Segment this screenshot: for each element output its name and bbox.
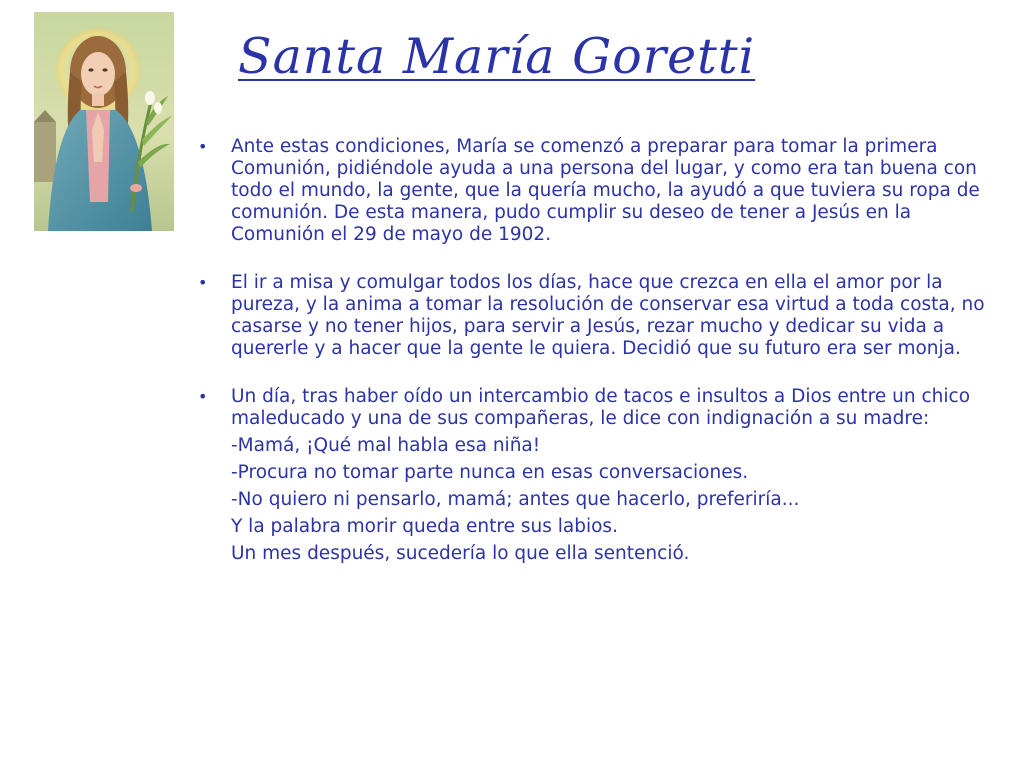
dialogue-line: Y la palabra morir queda entre sus labios. [231, 516, 618, 537]
slide-body [198, 136, 990, 565]
bullet-item [198, 136, 990, 246]
slide-title: Santa María Goretti [238, 28, 756, 85]
bullet-marker: • [198, 273, 208, 292]
bullet-item [198, 272, 990, 360]
bullet-text: Un día, tras haber oído un intercambio de tacos e insultos a Dios entre un chico maleducado y una de sus compañeras, le dice con indignación a su madre: [231, 386, 971, 429]
dialogue-line: -No quiero ni pensarlo, mamá; antes que hacerlo, preferiría... [231, 489, 800, 510]
bullet-text: El ir a misa y comulgar todos los días, hace que crezca en ella el amor por la pureza, y la anima a tomar la resolución de conservar esa virtud a toda costa, no casarse y no tener hijos, para servir a Jesús, rezar mucho y dedicar su vida a quererle y a hacer que la gente le quiera. Decidió que su futuro era ser monja. [231, 272, 985, 359]
dialogue-line: Un mes después, sucedería lo que ella sentenció. [231, 543, 690, 564]
dialogue-line: -Mamá, ¡Qué mal habla esa niña! [231, 435, 541, 456]
bullet-text: Ante estas condiciones, María se comenzó a preparar para tomar la primera Comunión, pidiéndole ayuda a una persona del lugar, y como era tan buena con todo el mundo, la gente, que la quería mucho, la ayudó a que tuviera su ropa de comunión. De esta manera, pudo cumplir su deseo de tener a Jesús en la Comunión el 29 de mayo de 1902. [231, 136, 980, 245]
bullet-item [198, 386, 990, 430]
saint-portrait-image [34, 12, 174, 231]
dialogue-line: -Procura no tomar parte nunca en esas conversaciones. [231, 462, 749, 483]
bullet-marker: • [198, 387, 208, 406]
bullet-marker: • [198, 137, 208, 156]
